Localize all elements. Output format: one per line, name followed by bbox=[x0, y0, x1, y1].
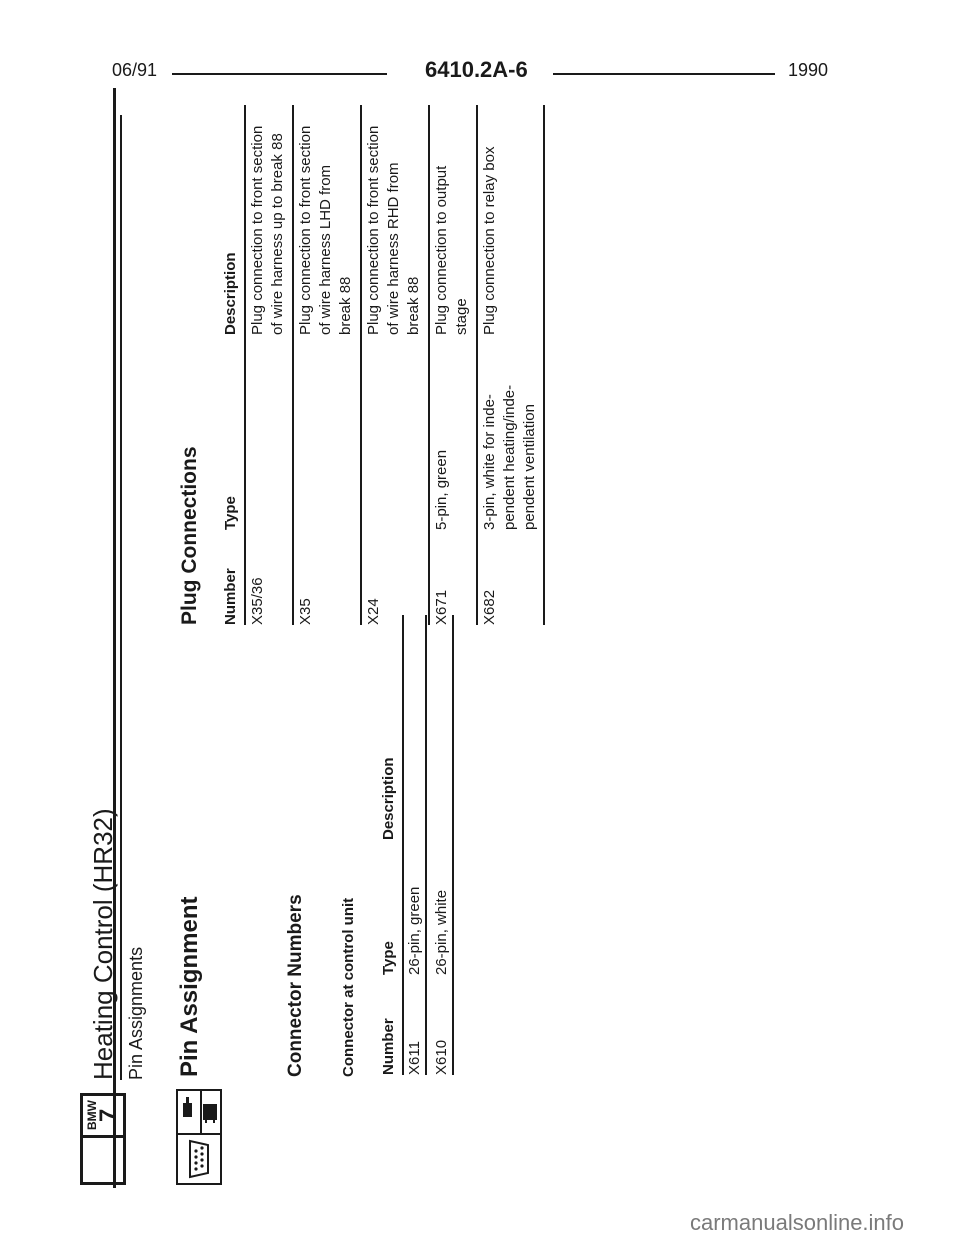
cu-row-number: X611 bbox=[406, 1041, 423, 1075]
pc-row-description: Plug connection to front section bbox=[297, 125, 314, 335]
pc-row-description: Plug connection to relay box bbox=[481, 146, 498, 335]
cu-rule-top bbox=[402, 615, 404, 1075]
watermark: carmanualsonline.info bbox=[690, 1210, 905, 1235]
pc-row-number: X682 bbox=[481, 589, 498, 625]
bmw-logo: BMW 7 bbox=[80, 1093, 126, 1185]
header-rule-left bbox=[172, 73, 387, 75]
cu-header-number: Number bbox=[380, 1018, 397, 1075]
pc-rule bbox=[360, 105, 362, 625]
pc-row-description: Plug connection to front section bbox=[365, 125, 382, 335]
header-rule-right bbox=[553, 73, 775, 75]
pc-header-description: Description bbox=[222, 252, 239, 335]
header-date: 06/91 bbox=[112, 60, 158, 80]
pc-row-description: break 88 bbox=[405, 276, 422, 335]
pc-row-number: X35 bbox=[297, 598, 314, 625]
page-subtitle: Pin Assignments bbox=[126, 946, 146, 1080]
pc-row-number: X671 bbox=[433, 589, 450, 625]
pc-rule bbox=[292, 105, 294, 625]
cu-header-description: Description bbox=[380, 757, 397, 840]
header-year: 1990 bbox=[788, 60, 829, 80]
pc-row-description: Plug connection to output bbox=[433, 165, 450, 335]
pc-rule bbox=[428, 105, 430, 625]
title-rule bbox=[120, 115, 122, 1080]
cu-rule-mid bbox=[425, 615, 427, 1075]
plug-icon bbox=[176, 1089, 222, 1133]
pc-row-type: 3-pin, white for inde- bbox=[481, 394, 498, 530]
pc-row-description: Plug connection to front section bbox=[249, 125, 266, 335]
section-title-pin-assignment: Pin Assignment bbox=[176, 896, 203, 1077]
pc-row-type: pendent heating/inde- bbox=[501, 384, 518, 530]
pc-rule bbox=[244, 105, 246, 625]
pc-row-type: pendent ventilation bbox=[521, 404, 538, 530]
cu-row-type: 26-pin, white bbox=[433, 889, 450, 975]
pc-header-type: Type bbox=[222, 496, 239, 530]
pc-header-number: Number bbox=[222, 568, 239, 625]
cu-header-type: Type bbox=[380, 941, 397, 975]
connector-numbers-heading: Connector Numbers bbox=[285, 894, 306, 1077]
page-title: Heating Control (HR32) bbox=[88, 808, 118, 1080]
cu-rule-bottom bbox=[452, 615, 454, 1075]
plug-connections-title: Plug Connections bbox=[178, 446, 201, 625]
connector-control-unit-heading: Connector at control unit bbox=[340, 897, 357, 1077]
cu-row-number: X610 bbox=[433, 1039, 450, 1075]
pc-row-description: of wire harness LHD from bbox=[317, 164, 334, 335]
pc-row-description: of wire harness up to break 88 bbox=[269, 133, 286, 335]
pc-rule bbox=[543, 105, 545, 625]
pc-row-description: of wire harness RHD from bbox=[385, 162, 402, 335]
cu-row-type: 26-pin, green bbox=[406, 886, 423, 975]
rotated-page-body bbox=[80, 85, 538, 1185]
pc-rule bbox=[476, 105, 478, 625]
pc-row-description: stage bbox=[453, 298, 470, 335]
pc-row-description: break 88 bbox=[337, 276, 354, 335]
connector-pins-icon bbox=[176, 1133, 222, 1185]
header-doc-code: 6410.2A-6 bbox=[425, 57, 528, 82]
pc-row-number: X35/36 bbox=[249, 577, 266, 625]
pc-row-number: X24 bbox=[365, 598, 382, 625]
pc-row-type: 5-pin, green bbox=[433, 449, 450, 530]
